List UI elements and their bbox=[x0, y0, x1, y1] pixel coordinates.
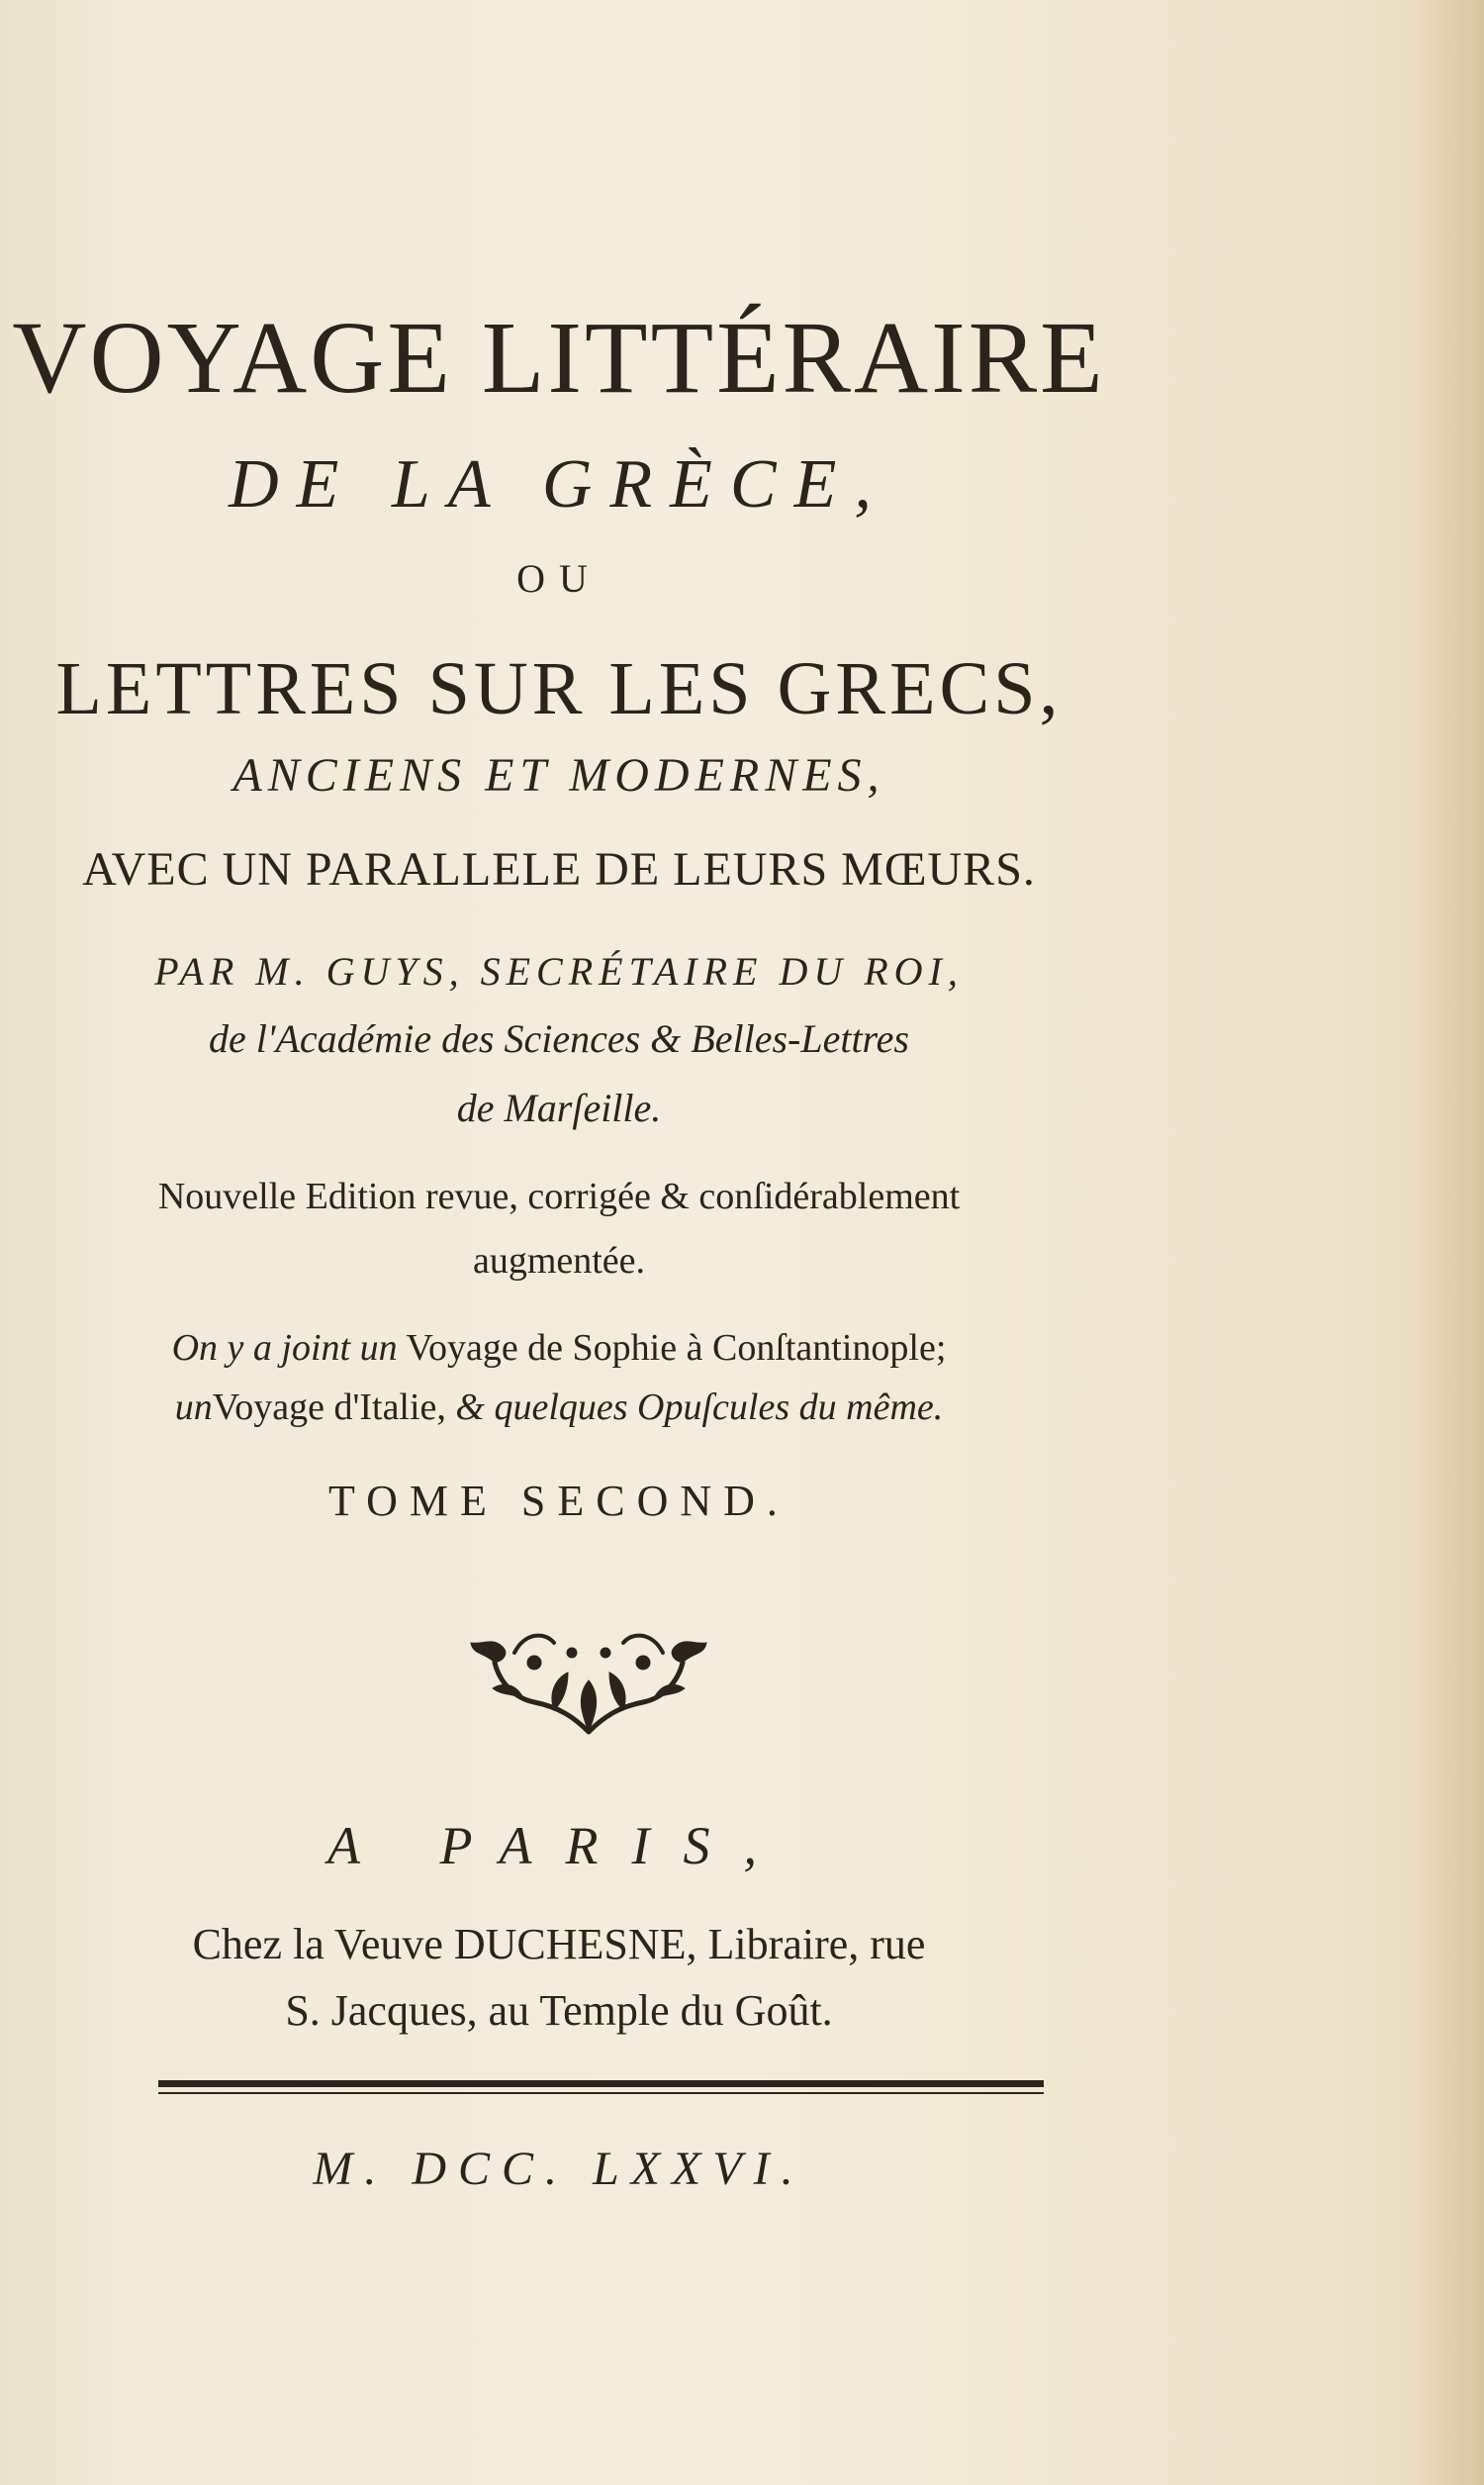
author-line-2: de l'Académie des Sciences & Belles-Lettres bbox=[209, 1016, 909, 1061]
title-line-1: VOYAGE LITTÉRAIRE bbox=[12, 301, 1106, 415]
imprint-line-1: Chez la Veuve DUCHESNE, Libraire, rue bbox=[192, 1920, 926, 1968]
rule-thick bbox=[158, 2080, 1044, 2087]
supplement-line-1-text: Voyage de Sophie à Conſtantinople; bbox=[406, 1327, 947, 1369]
supplement-line-1-prefix: On y a joint un bbox=[171, 1327, 398, 1369]
publication-date: M. DCC. LXXVI. bbox=[313, 2143, 805, 2195]
title-line-5: ANCIENS ET MODERNES, bbox=[232, 749, 885, 802]
edition-line-1: Nouvelle Edition revue, corrigée & conſidérablement bbox=[157, 1176, 961, 1217]
supplement-line-2-suffix: & quelques Opuſcules du même. bbox=[455, 1386, 944, 1428]
fleuron-ornament-icon bbox=[465, 1623, 712, 1742]
title-line-2: DE LA GRÈCE, bbox=[229, 446, 889, 523]
author-line-3: de Marſeille. bbox=[456, 1086, 662, 1130]
double-rule-divider bbox=[158, 2080, 1044, 2094]
supplement-line-1 bbox=[0, 1329, 1118, 1367]
edition-line-2: augmentée. bbox=[472, 1240, 646, 1282]
imprint-line-2: S. Jacques, au Temple du Goût. bbox=[285, 1986, 833, 2035]
rule-thin bbox=[158, 2092, 1044, 2094]
author-line-1: PAR M. GUYS, SECRÉTAIRE DU ROI, bbox=[154, 949, 964, 994]
title-line-4: LETTRES SUR LES GRECS, bbox=[55, 647, 1063, 730]
volume-label: TOME SECOND. bbox=[328, 1477, 789, 1525]
supplement-line-2-prefix: un bbox=[174, 1386, 213, 1428]
supplement-line-2-text: Voyage d'Italie, bbox=[212, 1386, 446, 1428]
imprint-city: A PARIS, bbox=[327, 1816, 790, 1875]
supplement-line-2 bbox=[0, 1388, 1118, 1426]
title-line-6: AVEC UN PARALLELE DE LEURS MŒURS. bbox=[82, 843, 1036, 896]
title-line-3: OU bbox=[516, 556, 602, 601]
